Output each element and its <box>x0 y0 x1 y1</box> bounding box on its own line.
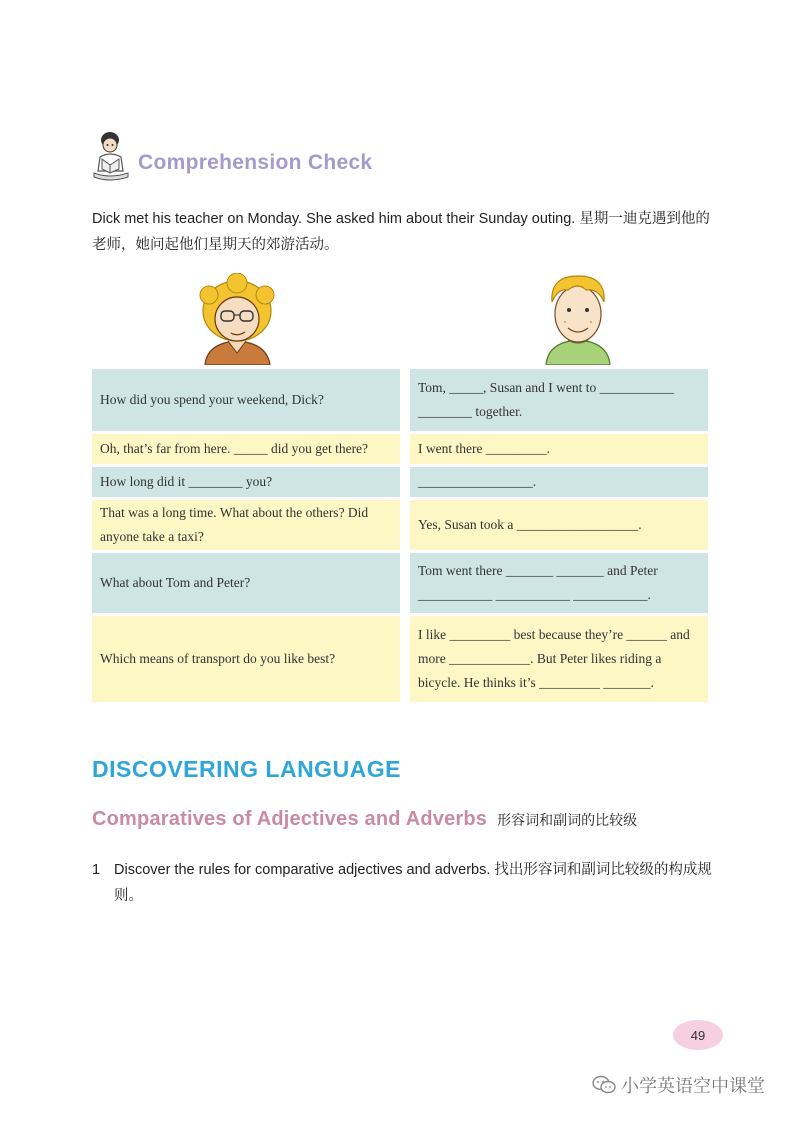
watermark-text: 小学英语空中课堂 <box>621 1076 765 1097</box>
teacher-line: Oh, that’s far from here. _____ did you get there? <box>92 434 400 464</box>
teacher-line: How long did it ________ you? <box>92 467 400 497</box>
dick-line: Tom went there _______ _______ and Peter ___________ ___________ ___________. <box>410 553 708 613</box>
dick-line: Yes, Susan took a __________________. <box>410 500 708 550</box>
reading-kid-icon <box>88 127 134 183</box>
subsection-subtitle: 形容词和副词的比较级 <box>497 813 638 829</box>
page-number: 49 <box>673 1020 723 1050</box>
teacher-line: What about Tom and Peter? <box>92 553 400 613</box>
exercise-text: Discover the rules for comparative adjectives and adverbs. 找出形容词和副词比较级的构成规则。 <box>114 862 712 904</box>
dick-line: Tom, _____, Susan and I went to ___________ ________ together. <box>410 369 708 431</box>
teacher-line: That was a long time. What about the others? Did anyone take a taxi? <box>92 500 400 550</box>
section-header <box>88 127 448 183</box>
dick-illustration <box>538 270 618 365</box>
teacher-line: How did you spend your weekend, Dick? <box>92 369 400 431</box>
dick-line: _________________. <box>410 467 708 497</box>
exercise-number: 1 <box>92 862 101 878</box>
subsection-heading <box>92 808 637 831</box>
teacher-illustration <box>195 273 280 365</box>
dick-line: I went there _________. <box>410 434 708 464</box>
wechat-icon <box>592 1075 616 1095</box>
exercise-item <box>92 857 722 909</box>
intro-text: Dick met his teacher on Monday. She asked him about their Sunday outing. 星期一迪克遇到他的老师，她问起他们星期天的郊游活动。 <box>92 211 710 253</box>
section-title: Comprehension Check <box>138 151 373 174</box>
teacher-line: Which means of transport do you like best? <box>92 616 400 702</box>
dick-line: I like _________ best because they’re ______ and more ____________. But Peter likes riding a bicycle. He thinks it’s _________ _______. <box>410 616 708 702</box>
watermark <box>592 1070 765 1100</box>
subsection-title: Comparatives of Adjectives and Adverbs <box>92 808 488 830</box>
discovering-language-heading: DISCOVERING LANGUAGE <box>92 756 402 782</box>
